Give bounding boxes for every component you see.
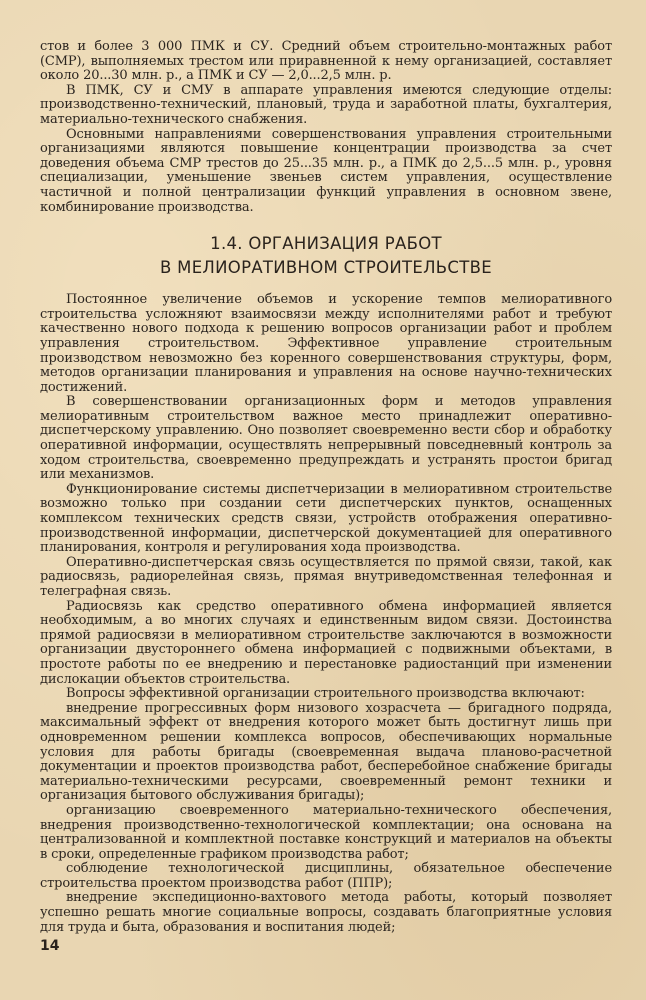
body-paragraph-4: Оперативно-диспетчерская связь осуществляется по прямой связи, такой, как радиосвязь, радиорелейная связь, прямая внутриведомственная телефонная и телеграфная связь. — [40, 554, 612, 599]
section-heading-line-2: В МЕЛИОРАТИВНОМ СТРОИТЕЛЬСТВЕ — [160, 258, 492, 278]
body-paragraph-1: Постоянное увеличение объемов и ускорение темпов мелиоративного строительства усложняют взаимосвязи между исполнителями работ и требуют качественно нового подхода к решению вопросов организации работ и проблем управления строительством. Эффективное управление строительным производством невозможно без коренного совершенствования структуры, форм, методов организации планирования и управления на основе научно-технических достижений. — [40, 292, 612, 395]
section-heading-line-1: 1.4. ОРГАНИЗАЦИЯ РАБОТ — [210, 234, 442, 254]
intro-paragraph-3: Основными направлениями совершенствования управления строительными организациями являются повышение концентрации производства за счет доведения объема СМР трестов до 25...35 млн. р., а ПМК до 2,5...5 млн. р., уровня специализации, уменьшение звеньев систем управления, осуществление частичной и полной централизации функций управления в основном звене, комбинирование производства. — [40, 126, 612, 215]
page-content — [40, 40, 612, 970]
list-item-brigade-contract: внедрение прогрессивных форм низового хозрасчета — бригадного подряда, максимальный эффект от внедрения которого может быть достигнут лишь при одновременном решении комплекса вопросов, обеспечивающих нормальные условия для работы бригады (своевременная выдача планово-расчетной документации и проектов производства работ, бесперебойное снабжение бригады материально-техническими ресурсами, своевременный ремонт техники и организация бытового обслуживания бригады); — [40, 700, 612, 804]
body-paragraph-2: В совершенствовании организационных форм и методов управления мелиоративным строительством важное место принадлежит оперативно-диспетчерскому управлению. Оно позволяет своевременно вести сбор и обработку оперативной информации, осуществлять непрерывный повседневный контроль за ходом строительства, своевременно предупреждать и устранять простои бригад или механизмов. — [40, 394, 612, 483]
list-item-shift-method: внедрение экспедиционно-вахтового метода работы, который позволяет успешно решать многие социальные вопросы, создавать благоприятные условия для труда и быта, образования и воспитания людей; — [40, 890, 612, 935]
body-paragraph-5: Радиосвязь как средство оперативного обмена информацией является необходимым, а во многих случаях и единственным видом связи. Достоинства прямой радиосвязи в мелиоративном строительстве заключаются в возможности организации двустороннего обмена информацией с подвижными объектами, в простоте работы по ее внедрению и перестановке радиостанций при изменении дислокации объектов строительства. — [40, 598, 612, 687]
list-item-tech-discipline: соблюдение технологической дисциплины, обязательное обеспечение строительства проектом производства работ (ППР); — [40, 861, 612, 891]
section-heading — [40, 233, 612, 279]
list-item-material-supply: организацию своевременного материально-технического обеспечения, внедрения производственно-технологической комплектации; она основана на централизованной и комплектной поставке конструкций и материалов на объекты в сроки, определенные графиком производства работ; — [40, 802, 612, 862]
page-number: 14 — [40, 938, 60, 954]
body-paragraph-3: Функционирование системы диспетчеризации в мелиоративном строительстве возможно только при создании сети диспетчерских пунктов, оснащенных комплексом технических средств связи, устройств отображения оперативно-производственной информации, диспетчерской документацией для оперативного планирования, контроля и регулирования хода производства. — [40, 481, 612, 556]
body-paragraph-6: Вопросы эффективной организации строительного производства включают: — [66, 686, 585, 702]
intro-paragraph-1: стов и более 3 000 ПМК и СУ. Средний объем строительно-монтажных работ (СМР), выполняемых трестом или приравненной к нему организацией, составляет около 20...30 млн. р., а ПМК и СУ — 2,0...2,5 млн. р. — [40, 40, 612, 84]
intro-paragraph-2: В ПМК, СУ и СМУ в аппарате управления имеются следующие отделы: производственно-технический, плановый, труда и заработной платы, бухгалтерия, материально-технического снабжения. — [40, 82, 612, 127]
